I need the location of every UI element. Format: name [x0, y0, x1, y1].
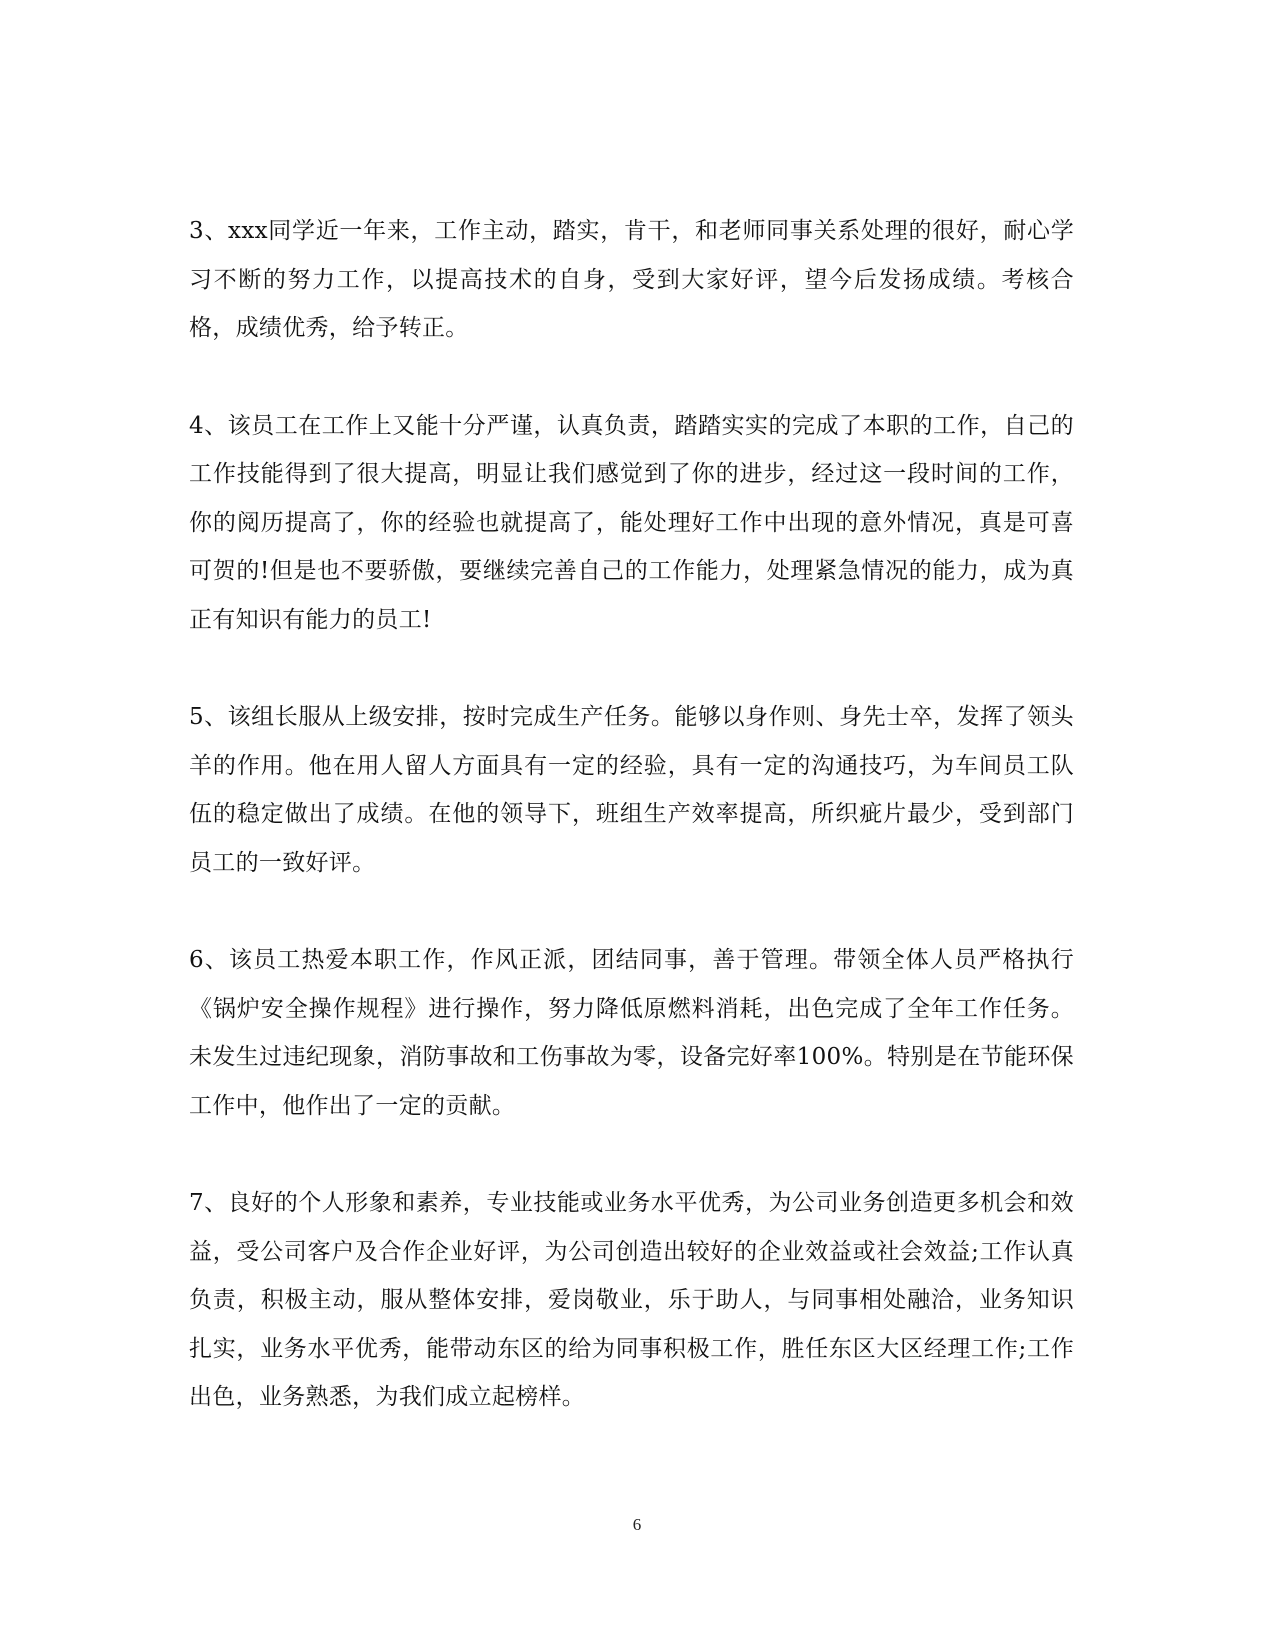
paragraph-5: 5、该组长服从上级安排，按时完成生产任务。能够以身作则、身先士卒，发挥了领头羊的作用。他在用人留人方面具有一定的经验，具有一定的沟通技巧，为车间员工队伍的稳定做出了成绩。在他的领导下，班组生产效率提高，所织疵片最少，受到部门员工的一致好评。 — [189, 704, 1074, 876]
paragraph-3: 3、xxx同学近一年来，工作主动，踏实，肯干，和老师同事关系处理的很好，耐心学习不断的努力工作，以提高技术的自身，受到大家好评，望今后发扬成绩。考核合格，成绩优秀，给予转正。 — [189, 218, 1074, 341]
paragraph-4: 4、该员工在工作上又能十分严谨，认真负责，踏踏实实的完成了本职的工作，自己的工作技能得到了很大提高，明显让我们感觉到了你的进步，经过这一段时间的工作，你的阅历提高了，你的经验也就提高了，能处理好工作中出现的意外情况，真是可喜可贺的!但是也不要骄傲，要继续完善自己的工作能力，处理紧急情况的能力，成为真正有知识有能力的员工! — [189, 412, 1074, 633]
document-body — [189, 207, 1074, 1471]
paragraph-6: 6、该员工热爱本职工作，作风正派，团结同事，善于管理。带领全体人员严格执行《锅炉安全操作规程》进行操作，努力降低原燃料消耗，出色完成了全年工作任务。未发生过违纪现象，消防事故和工伤事故为零，设备完好率100%。特别是在节能环保工作中，他作出了一定的贡献。 — [189, 947, 1074, 1119]
page-number: 6 — [632, 1515, 642, 1534]
paragraph-7: 7、良好的个人形象和素养，专业技能或业务水平优秀，为公司业务创造更多机会和效益，受公司客户及合作企业好评，为公司创造出较好的企业效益或社会效益;工作认真负责，积极主动，服从整体安排，爱岗敬业，乐于助人，与同事相处融洽，业务知识扎实，业务水平优秀，能带动东区的给为同事积极工作，胜任东区大区经理工作;工作出色，业务熟悉，为我们成立起榜样。 — [189, 1190, 1074, 1410]
